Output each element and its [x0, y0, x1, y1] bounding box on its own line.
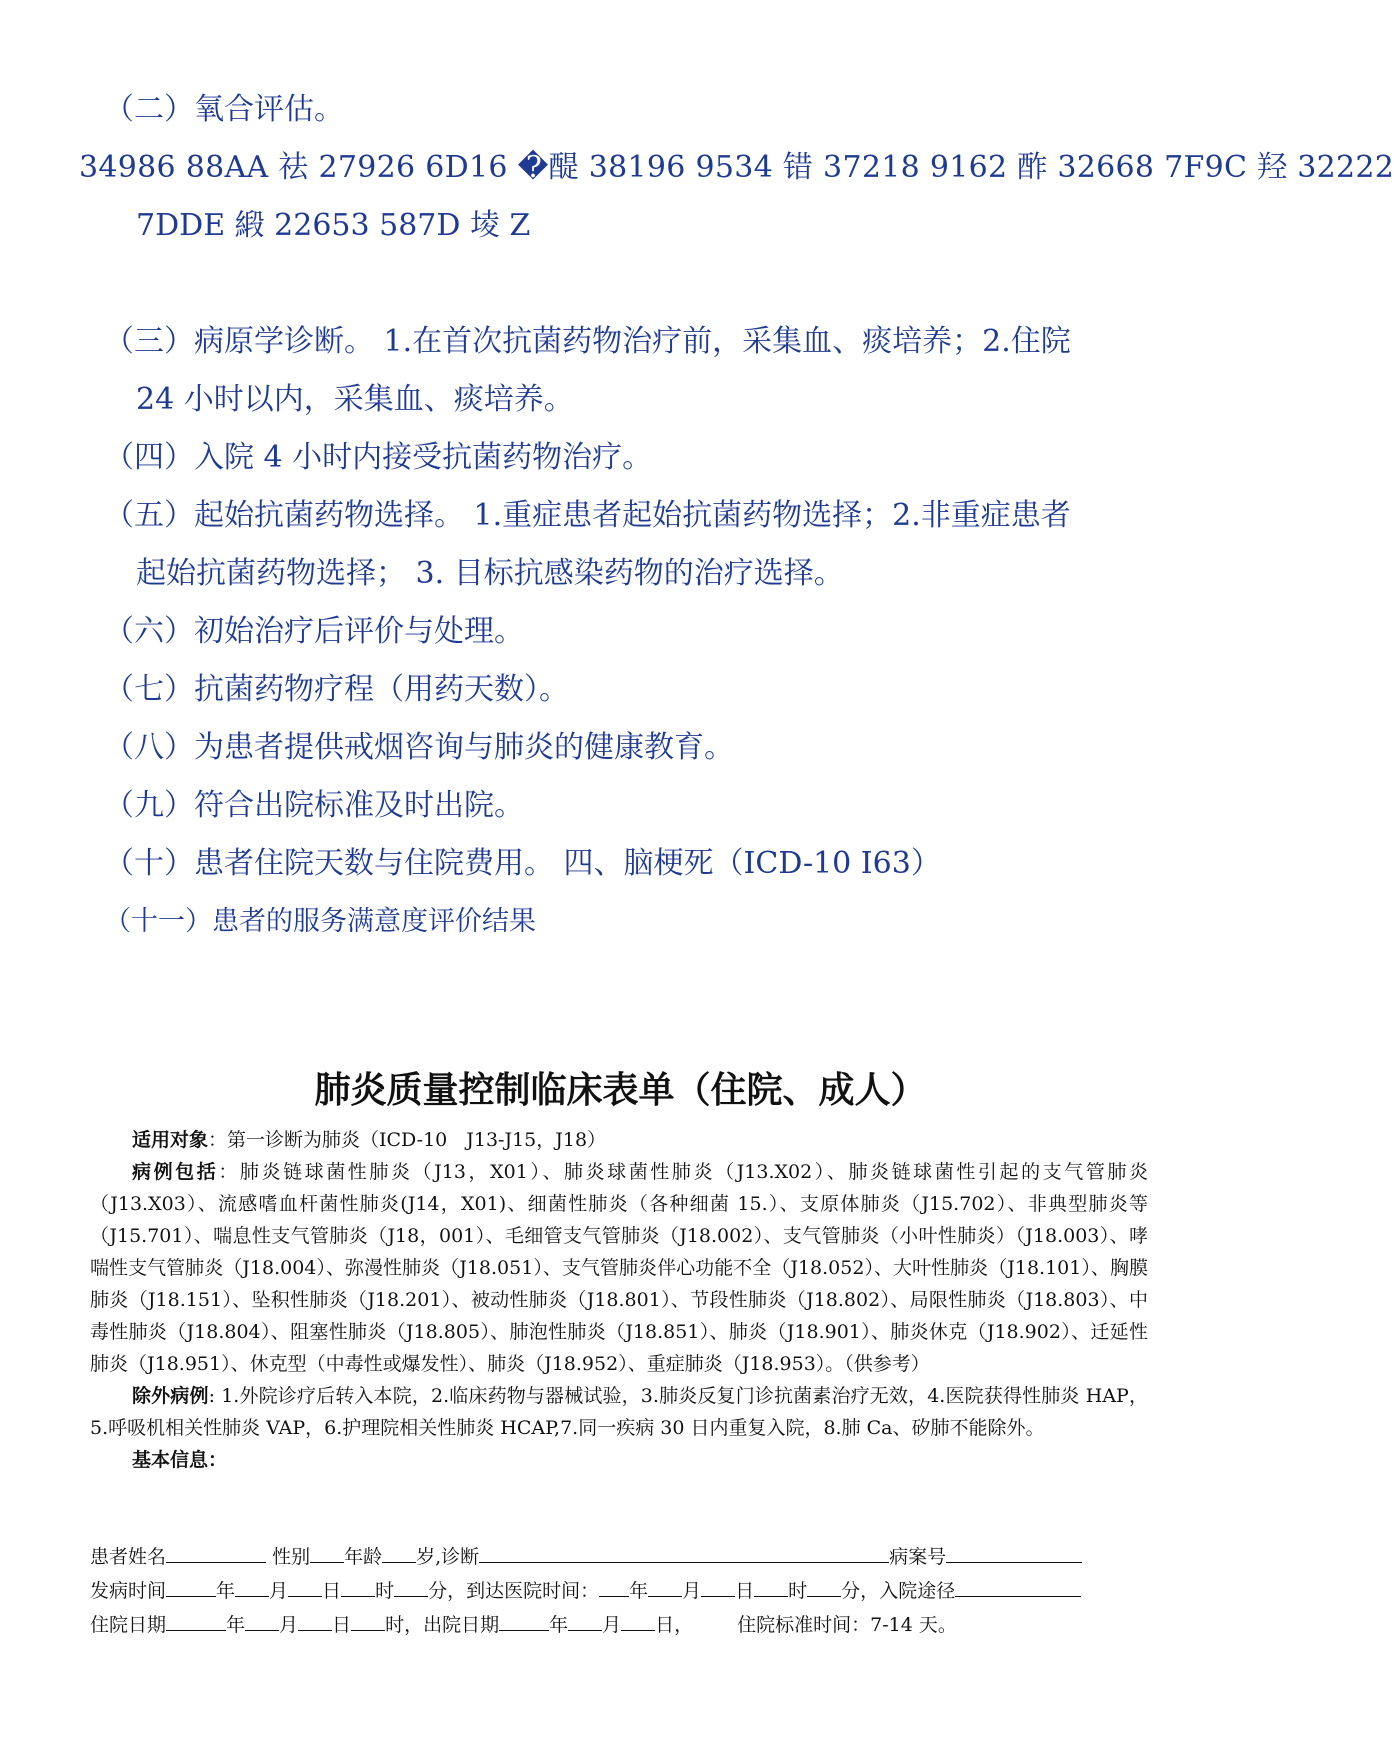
form-row-onset	[90, 1574, 1150, 1608]
admission-route-field[interactable]	[955, 1574, 1081, 1597]
item-etiology-line-2: 24 小时以内，采集血、痰培养。	[136, 382, 574, 417]
onset-year-label: 年	[216, 1580, 236, 1602]
admission-date-label: 住院日期	[90, 1614, 167, 1636]
scope-label: 适用对象	[132, 1129, 209, 1151]
cases-paragraph	[90, 1156, 1148, 1380]
arrival-year-field[interactable]	[599, 1574, 629, 1597]
exclude-label: 除外病例	[132, 1385, 209, 1407]
diagnosis-field[interactable]	[479, 1540, 889, 1563]
onset-month-label: 月	[269, 1580, 289, 1602]
arrival-hour-label: 时	[788, 1580, 808, 1602]
discharge-month-field[interactable]	[568, 1608, 602, 1631]
arrival-minute-field[interactable]	[807, 1574, 841, 1597]
basic-info-paragraph	[90, 1444, 1148, 1476]
record-number-field[interactable]	[946, 1540, 1082, 1563]
admission-year-label: 年	[226, 1614, 246, 1636]
cases-text: ：肺炎链球菌性肺炎（J13，X01）、肺炎球菌性肺炎（J13.X02）、肺炎链球菌性引起的支气管肺炎（J13.X03）、流感嗜血杆菌性肺炎(J14，X01)、细菌性肺炎（各种细菌 15.）、支原体肺炎（J15.702）、非典型肺炎等（J15.701）、喘息性支气管肺炎（J18，001）、毛细管支气管肺炎（J18.002）、支气管肺炎（小叶性肺炎）（J18.003）、哮喘性支气管肺炎（J18.004）、弥漫性肺炎（J18.051）、支气管肺炎伴心功能不全（J18.052）、大叶性肺炎（J18.101）、胸膜肺炎（J18.151）、坠积性肺炎（J18.201）、被动性肺炎（J18.801）、节段性肺炎（J18.802）、局限性肺炎（J18.803）、中毒性肺炎（J18.804）、阻塞性肺炎（J18.805）、肺泡性肺炎（J18.851）、肺炎（J18.901）、肺炎休克（J18.902）、迁延性肺炎（J18.951）、休克型（中毒性或爆发性）、肺炎（J18.952）、重症肺炎（J18.953）。（供参考）	[90, 1161, 1148, 1375]
onset-month-field[interactable]	[235, 1574, 269, 1597]
arrival-hour-field[interactable]	[754, 1574, 788, 1597]
age-label: 年龄	[344, 1546, 383, 1568]
sex-label: 性别	[272, 1546, 311, 1568]
admission-hour-label: 时，	[385, 1614, 424, 1636]
scope-text: ：第一诊断为肺炎（ICD-10 J13-J15，J18）	[208, 1129, 607, 1151]
item-antibiotic-4h: （四）入院 4 小时内接受抗菌药物治疗。	[104, 440, 653, 475]
arrival-day-field[interactable]	[701, 1574, 735, 1597]
form-row-patient	[90, 1540, 1150, 1574]
discharge-year-field[interactable]	[499, 1608, 549, 1631]
admission-month-field[interactable]	[245, 1608, 279, 1631]
garbled-code-line-2: 7DDE 緞 22653 587D 堎 Z	[136, 208, 531, 243]
arrival-day-label: 日	[735, 1580, 755, 1602]
record-number-label: 病案号	[889, 1546, 947, 1568]
patient-name-field[interactable]	[166, 1540, 266, 1563]
patient-name-label: 患者姓名	[90, 1546, 167, 1568]
discharge-date-label: 出院日期	[423, 1614, 500, 1636]
onset-day-label: 日	[322, 1580, 342, 1602]
arrival-year-label: 年	[629, 1580, 649, 1602]
item-post-treatment-evaluation: （六）初始治疗后评价与处理。	[104, 614, 524, 649]
onset-day-field[interactable]	[288, 1574, 322, 1597]
item-stay-and-cost: （十）患者住院天数与住院费用。 四、脑梗死（ICD-10 I63）	[104, 846, 941, 881]
admission-day-field[interactable]	[298, 1608, 332, 1631]
admission-hour-field[interactable]	[351, 1608, 385, 1631]
discharge-day-field[interactable]	[621, 1608, 655, 1631]
basic-info-form	[90, 1540, 1150, 1642]
diagnosis-label: 诊断	[441, 1546, 480, 1568]
exclude-paragraph	[90, 1380, 1148, 1444]
standard-stay-label: 住院标准时间：7-14 天。	[737, 1614, 957, 1636]
item-initial-antibiotic-line-2: 起始抗菌药物选择； 3. 目标抗感染药物的治疗选择。	[136, 556, 844, 591]
age-field[interactable]	[382, 1540, 416, 1563]
basic-info-label: 基本信息：	[132, 1449, 228, 1471]
exclude-text: : 1.外院诊疗后转入本院，2.临床药物与器械试验，3.肺炎反复门诊抗菌素治疗无效，4.医院获得性肺炎 HAP，5.呼吸机相关性肺炎 VAP，6.护理院相关性肺炎 HCAP,7.同一疾病 30 日内重复入院，8.肺 Ca、矽肺不能除外。	[90, 1385, 1148, 1439]
item-initial-antibiotic-line-1: （五）起始抗菌药物选择。 1.重症患者起始抗菌药物选择；2.非重症患者	[104, 498, 1071, 533]
garbled-code-line-1: 34986 88AA 祛 27926 6D16 �醍 38196 9534 错 37218 9162 酢 32668 7F9C 羟 32222	[79, 150, 1394, 185]
discharge-day-label: 日，	[655, 1614, 694, 1636]
sex-field[interactable]	[310, 1540, 344, 1563]
item-satisfaction: （十一）患者的服务满意度评价结果	[104, 906, 536, 937]
discharge-month-label: 月	[602, 1614, 622, 1636]
cases-label: 病例包括	[132, 1161, 219, 1183]
onset-minute-field[interactable]	[394, 1574, 428, 1597]
onset-year-field[interactable]	[166, 1574, 216, 1597]
item-etiology-line-1: （三）病原学诊断。 1.在首次抗菌药物治疗前，采集血、痰培养；2.住院	[104, 324, 1071, 359]
onset-hour-label: 时	[375, 1580, 395, 1602]
onset-hour-field[interactable]	[341, 1574, 375, 1597]
admission-month-label: 月	[279, 1614, 299, 1636]
admission-day-label: 日	[332, 1614, 352, 1636]
form-row-stay	[90, 1608, 1150, 1642]
age-unit-label: 岁,	[416, 1546, 442, 1568]
arrival-time-label: 到达医院时间：	[466, 1580, 600, 1602]
item-antibiotic-course: （七）抗菌药物疗程（用药天数）。	[104, 672, 569, 707]
item-discharge-standard: （九）符合出院标准及时出院。	[104, 788, 524, 823]
admission-year-field[interactable]	[166, 1608, 226, 1631]
arrival-month-label: 月	[682, 1580, 702, 1602]
admission-route-label: 入院途径	[879, 1580, 956, 1602]
arrival-month-field[interactable]	[648, 1574, 682, 1597]
onset-time-label: 发病时间	[90, 1580, 167, 1602]
form-title: 肺炎质量控制临床表单（住院、成人）	[314, 1070, 927, 1111]
form-description	[90, 1124, 1148, 1476]
discharge-year-label: 年	[549, 1614, 569, 1636]
onset-minute-label: 分，	[428, 1580, 467, 1602]
scope-paragraph	[90, 1124, 1148, 1156]
item-health-education: （八）为患者提供戒烟咨询与肺炎的健康教育。	[104, 730, 734, 765]
item-oxygen-assessment: （二）氧合评估。	[104, 92, 344, 127]
arrival-minute-label: 分，	[841, 1580, 880, 1602]
